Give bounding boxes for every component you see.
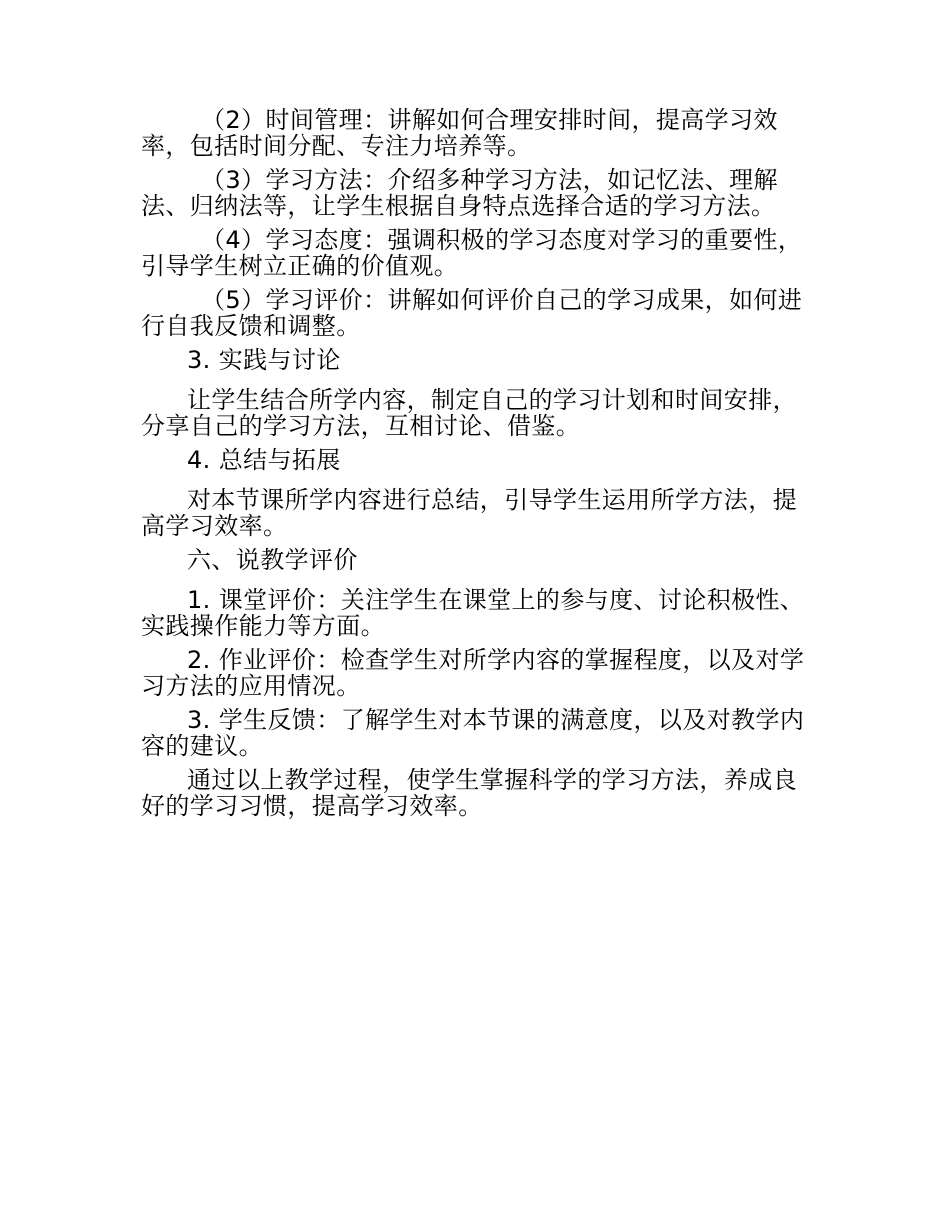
paragraph-study-evaluation: （5）学习评价：讲解如何评价自己的学习成果，如何进行自我反馈和调整。	[141, 286, 803, 340]
document-body	[141, 107, 813, 827]
paragraph-conclusion: 通过以上教学过程，使学生掌握科学的学习方法，养成良好的学习习惯，提高学习效率。	[141, 766, 797, 820]
paragraph-student-feedback: 3. 学生反馈：了解学生对本节课的满意度，以及对教学内容的建议。	[141, 706, 805, 760]
heading-practice-discussion: 3. 实践与讨论	[187, 346, 341, 374]
paragraph-classroom-evaluation: 1. 课堂评价：关注学生在课堂上的参与度、讨论积极性、实践操作能力等方面。	[141, 586, 805, 640]
heading-teaching-evaluation: 六、说教学评价	[187, 546, 358, 574]
paragraph-study-methods: （3）学习方法：介绍多种学习方法，如记忆法、理解法、归纳法等，让学生根据自身特点选择合适的学习方法。	[141, 166, 778, 220]
paragraph-practice-discussion: 让学生结合所学内容，制定自己的学习计划和时间安排，分享自己的学习方法，互相讨论、借鉴。	[141, 386, 797, 440]
paragraph-time-management: （2）时间管理：讲解如何合理安排时间，提高学习效率，包括时间分配、专注力培养等。	[141, 106, 778, 160]
heading-summary-extension: 4. 总结与拓展	[187, 446, 341, 474]
paragraph-study-attitude: （4）学习态度：强调积极的学习态度对学习的重要性，引导学生树立正确的价值观。	[141, 226, 803, 280]
paragraph-homework-evaluation: 2. 作业评价：检查学生对所学内容的掌握程度，以及对学习方法的应用情况。	[141, 646, 805, 700]
paragraph-summary-extension: 对本节课所学内容进行总结，引导学生运用所学方法，提高学习效率。	[141, 486, 797, 540]
